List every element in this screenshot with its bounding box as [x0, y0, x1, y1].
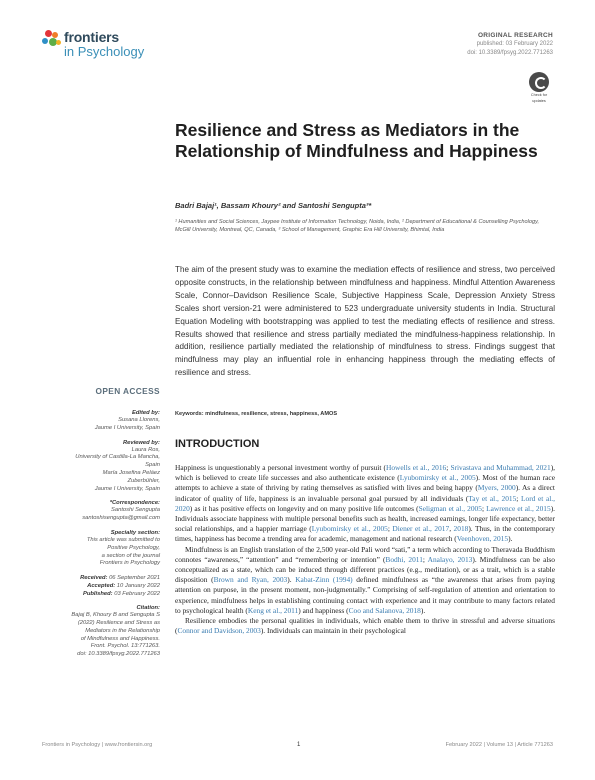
citation-doi-link[interactable]: doi: 10.3389/fpsyg.2022.771263	[77, 651, 160, 658]
crossmark-label-2: updates	[532, 98, 546, 103]
article-meta-header	[467, 31, 553, 58]
reviewed-by-label: Reviewed by:	[122, 439, 160, 446]
citation-label: Citation:	[136, 605, 160, 612]
frontiers-logo[interactable]	[42, 27, 152, 61]
citation-link[interactable]: 2018	[453, 524, 469, 534]
introduction-body	[175, 463, 555, 636]
article-info-sidebar	[42, 386, 160, 659]
citation-link[interactable]: Bodhi, 2011	[385, 554, 423, 564]
citation-link[interactable]: Veenhoven, 2015	[456, 534, 509, 544]
accepted-date: Accepted: 10 January 2022	[87, 583, 160, 590]
page-footer	[42, 742, 553, 752]
footer-journal-link[interactable]: Frontiers in Psychology | www.frontiersin.org	[42, 742, 153, 748]
citation-link[interactable]: Lawrence et al., 2015	[486, 503, 551, 513]
frontiers-dots-icon	[42, 30, 64, 52]
editor-affil: Jaume I University, Spain	[94, 424, 160, 431]
specialty-line-3: a section of the journal	[101, 552, 160, 559]
citation-link[interactable]: Kabat-Zinn (1994)	[295, 575, 353, 585]
check-for-updates-button[interactable]	[526, 72, 552, 104]
received-date: Received: 06 September 2021	[80, 575, 160, 582]
citation-link[interactable]: Seligman et al., 2005	[418, 503, 482, 513]
article-abstract: The aim of the present study was to examine the mediation effects of resilience and stress, two perceived opposite constructs, in the relationship between mindfulness and happiness. Mindful Attention Awareness Scale, Connor–Davidson Resilience Scale, Subjective Happiness Scale, Depression Anxiety Stress Scales short version-21 were administered to 523 undergraduate university students in India. Structural Equation Modeling with bootstrapping was applied to test the mediating effects of resilience and stress. Results showed that resilience and stress partially mediated the mindfulness-happiness relationship. In addition, resilience partially mediated the relationship of mindfulness to stress. Findings suggest that mindfulness may play an influential role in enhancing happiness through the mediating effects of resilience and stress.	[175, 265, 555, 378]
section-heading-introduction: INTRODUCTION	[175, 438, 260, 450]
logo-name-top: frontiers	[64, 29, 119, 45]
citation-line-2: (2022) Resilience and Stress as	[77, 619, 160, 626]
citation-link[interactable]: Connor and Davidson, 2003	[177, 626, 261, 636]
corr-email-link[interactable]: santoshisengupta@gmail.com	[82, 515, 160, 522]
citation-link[interactable]: Srivastava and Muhammad, 2021	[450, 463, 551, 472]
citation-link[interactable]: Diener et al., 2017	[392, 524, 450, 534]
page-number: 1	[297, 742, 301, 748]
intro-paragraph-3: Resilience embodies the personal qualities in individuals, which enable them to thrive in stressful and adverse situations (Connor and Davidson, 2003). Individuals can maintain in their psychological	[175, 616, 555, 636]
editor-name: Susana Llorens,	[118, 417, 160, 423]
reviewer1-country: Spain	[145, 462, 160, 469]
correspondence-label: *Correspondence:	[109, 500, 160, 507]
citation-line-4: of Mindfulness and Happiness.	[80, 635, 160, 642]
reviewer1-affil: University of Castilla-La Mancha,	[75, 454, 160, 461]
article-authors: Badri Bajaj¹, Bassam Khoury² and Santoshi Sengupta³*	[175, 201, 372, 210]
reviewer2-affil: Jaume I University, Spain	[94, 485, 160, 492]
citation-link[interactable]: Analayo, 2013	[427, 554, 473, 564]
edited-by-label: Edited by:	[131, 410, 160, 416]
reviewer1-name: Laura Ros,	[131, 446, 160, 453]
citation-line-5: Front. Psychol. 13:771263.	[90, 643, 160, 650]
crossmark-label-1: Check for	[530, 93, 548, 97]
corr-name: Santoshi Sengupta	[111, 507, 160, 514]
open-access-badge: OPEN ACCESS	[95, 386, 160, 396]
footer-issue-info: February 2022 | Volume 13 | Article 771263	[445, 742, 553, 748]
published-date: published: 03 February 2022	[476, 41, 553, 47]
article-affiliations: ¹ Humanities and Social Sciences, Jaypee Institute of Information Technology, Noida, India, ² Department of Educational & Counselling Psychology, McGill University, Montreal, QC, Canada, ³ School of Management, Graphic Era Hill University, Bhimtal, India	[175, 219, 539, 233]
citation-link[interactable]: Keng et al., 2011	[247, 605, 299, 615]
specialty-line-1: This article was submitted to	[86, 536, 160, 543]
intro-paragraph-1: Happiness is unquestionably a personal investment worthy of pursuit (Howells et al., 2016; Srivastava and Muhammad, 2021), which is believed to create life successes and also authenticate existence (Lyubomirsky et al., 2005). Most of the human race attempts to achieve a state of thriving by rating themselves as satisfied with lives and being happy (Myers, 2000). As a direct indicator of quality of life, happiness is an invaluable personal goal pursued by all individuals (Tay et al., 2015; Lord et al., 2020) as it has positive effects on longevity and on many positive life outcomes (Seligman et al., 2005; Lawrence et al., 2015). Individuals associate happiness with multiple personal benefits such as health, increased earnings, longer life expectancy, better social relationships, and a happier marriage (Lyubomirsky et al., 2005; Diener et al., 2017, 2018). Thus, in the contemporary times, happiness has become a trending area for academic, management and national research (Veenhoven, 2015).	[175, 463, 555, 544]
specialty-line-2: Positive Psychology,	[107, 544, 160, 551]
citation-link[interactable]: Brown and Ryan, 2003	[213, 575, 288, 585]
logo-name-bottom: in Psychology	[64, 44, 145, 59]
crossmark-icon	[529, 72, 549, 92]
reviewer2-name-2: Zuberbühler,	[127, 477, 160, 484]
citation-link[interactable]: Myers, 2000	[477, 483, 516, 493]
specialty-label: Specialty section:	[110, 529, 160, 536]
article-keywords: Keywords: mindfulness, resilience, stress, happiness, AMOS	[175, 411, 338, 417]
article-title: Resilience and Stress as Mediators in the Relationship of Mindfulness and Happiness	[175, 120, 538, 161]
published-date-sidebar: Published: 03 February 2022	[82, 591, 160, 598]
citation-link[interactable]: Lord et al., 2020	[175, 493, 555, 513]
citation-link[interactable]: Howells et al., 2016	[386, 463, 447, 472]
citation-link[interactable]: Lyubomirsky et al., 2005	[311, 524, 388, 534]
doi-link[interactable]: doi: 10.3389/fpsyg.2022.771263	[467, 50, 553, 56]
citation-link[interactable]: Lyubomirsky et al., 2005	[399, 473, 476, 483]
article-type: ORIGINAL RESEARCH	[477, 32, 553, 39]
reviewer2-name-1: María Josefina Peláez	[102, 469, 160, 476]
citation-link[interactable]: Coo and Salanova, 2018	[348, 605, 421, 615]
citation-line-3: Mediators in the Relationship	[85, 627, 160, 634]
citation-line-1: Bajaj B, Khoury B and Sengupta S	[71, 612, 160, 619]
citation-link[interactable]: Tay et al., 2015	[468, 493, 517, 503]
intro-paragraph-2: Mindfulness is an English translation of the 2,500 year-old Pali word “sati,” a term which according to Theravada Buddhism connotes “awareness,” “attention” and “remembering or intention” (Bodhi, 2011; Analayo, 2013). Mindfulness can be also conceptualized as a state, which can be induced through different practices (e.g., meditation), or as a trait, which is a stable disposition (Brown and Ryan, 2003). Kabat-Zinn (1994) defined mindfulness as “the awareness that arises from paying attention on purpose, in the present moment, non-judgmentally.” Comprising of self-regulation of attention and orientation to experience, mindfulness helps in establishing continuing contact with experience and it may contribute to many factors related to psychological health (Keng et al., 2011) and happiness (Coo and Salanova, 2018).	[175, 544, 555, 615]
specialty-line-4: Frontiers in Psychology	[99, 560, 160, 567]
